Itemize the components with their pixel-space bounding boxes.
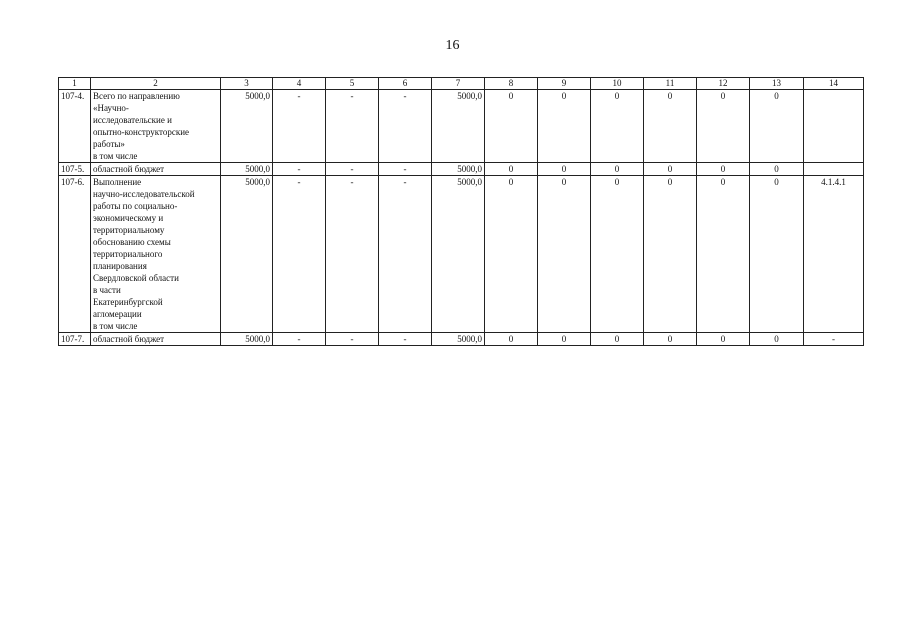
row-name-line: Свердловской области	[93, 273, 179, 283]
column-header: 6	[379, 78, 432, 90]
row-code: 107-6.	[59, 176, 91, 333]
cell-value: 0	[750, 163, 804, 176]
cell-value: 0	[591, 163, 644, 176]
cell-value: 0	[697, 176, 750, 333]
row-name	[91, 333, 221, 346]
cell-value: -	[273, 90, 326, 163]
row-name-line: работы»	[93, 139, 125, 149]
table-row	[59, 90, 864, 163]
cell-value: 0	[591, 90, 644, 163]
table-row	[59, 333, 864, 346]
cell-value: 5000,0	[432, 90, 485, 163]
row-name	[91, 176, 221, 333]
row-name-line: «Научно-	[93, 103, 129, 113]
row-name-line: опытно-конструкторские	[93, 127, 190, 137]
column-header: 11	[644, 78, 697, 90]
cell-value: 0	[538, 176, 591, 333]
column-header: 12	[697, 78, 750, 90]
column-header: 14	[804, 78, 864, 90]
cell-value: -	[326, 176, 379, 333]
column-header: 5	[326, 78, 379, 90]
cell-value: 0	[697, 90, 750, 163]
cell-value: 0	[538, 333, 591, 346]
cell-value: -	[273, 163, 326, 176]
cell-value: 0	[644, 333, 697, 346]
cell-value: 0	[485, 90, 538, 163]
row-name-line: областной бюджет	[93, 164, 165, 174]
column-header: 1	[59, 78, 91, 90]
cell-target: -	[804, 333, 864, 346]
cell-value: 5000,0	[432, 163, 485, 176]
row-name	[91, 163, 221, 176]
cell-value: -	[379, 90, 432, 163]
row-name-line: территориальному	[93, 225, 165, 235]
cell-value: -	[379, 176, 432, 333]
row-name-line: экономическому и	[93, 213, 164, 223]
column-header: 13	[750, 78, 804, 90]
cell-value: 0	[644, 163, 697, 176]
cell-value: 0	[485, 333, 538, 346]
cell-total: 5000,0	[221, 333, 273, 346]
table-row	[59, 176, 864, 333]
cell-value: 0	[538, 163, 591, 176]
row-name-line: территориального	[93, 249, 163, 259]
row-name-line: обоснованию схемы	[93, 237, 171, 247]
cell-value: 0	[750, 176, 804, 333]
row-name-line: планирования	[93, 261, 147, 271]
row-name-line: научно-исследовательской	[93, 189, 195, 199]
cell-value: -	[379, 333, 432, 346]
row-name-line: работы по социально-	[93, 201, 178, 211]
cell-target	[804, 90, 864, 163]
row-name-line: агломерации	[93, 309, 142, 319]
cell-target: 4.1.4.1	[804, 176, 864, 333]
cell-value: 5000,0	[432, 333, 485, 346]
row-code: 107-7.	[59, 333, 91, 346]
cell-value: -	[273, 333, 326, 346]
cell-value: 0	[697, 163, 750, 176]
budget-table	[58, 77, 864, 346]
cell-value: 0	[485, 176, 538, 333]
row-code: 107-4.	[59, 90, 91, 163]
cell-total: 5000,0	[221, 163, 273, 176]
row-code: 107-5.	[59, 163, 91, 176]
column-header: 3	[221, 78, 273, 90]
row-name-line: Всего по направлению	[93, 91, 180, 101]
cell-value: -	[326, 163, 379, 176]
cell-target	[804, 163, 864, 176]
cell-value: 0	[750, 90, 804, 163]
row-name-line: областной бюджет	[93, 334, 165, 344]
row-name-line: в части	[93, 285, 121, 295]
cell-value: -	[379, 163, 432, 176]
column-header: 4	[273, 78, 326, 90]
row-name	[91, 90, 221, 163]
cell-total: 5000,0	[221, 90, 273, 163]
column-header: 2	[91, 78, 221, 90]
row-name-line: исследовательские и	[93, 115, 172, 125]
cell-value: -	[326, 90, 379, 163]
cell-value: 5000,0	[432, 176, 485, 333]
cell-value: 0	[538, 90, 591, 163]
cell-value: 0	[591, 176, 644, 333]
cell-value: -	[273, 176, 326, 333]
column-header: 9	[538, 78, 591, 90]
page-number: 16	[445, 38, 460, 53]
row-name-line: Екатеринбургской	[93, 297, 163, 307]
row-name-line: Выполнение	[93, 177, 142, 187]
cell-value: 0	[750, 333, 804, 346]
cell-value: 0	[644, 176, 697, 333]
header-row	[59, 78, 864, 90]
cell-value: 0	[591, 333, 644, 346]
cell-value: -	[326, 333, 379, 346]
cell-value: 0	[644, 90, 697, 163]
column-header: 10	[591, 78, 644, 90]
row-name-line: в том числе	[93, 151, 138, 161]
column-header: 8	[485, 78, 538, 90]
cell-total: 5000,0	[221, 176, 273, 333]
row-name-line: в том числе	[93, 321, 138, 331]
table-row	[59, 163, 864, 176]
column-header: 7	[432, 78, 485, 90]
cell-value: 0	[697, 333, 750, 346]
cell-value: 0	[485, 163, 538, 176]
